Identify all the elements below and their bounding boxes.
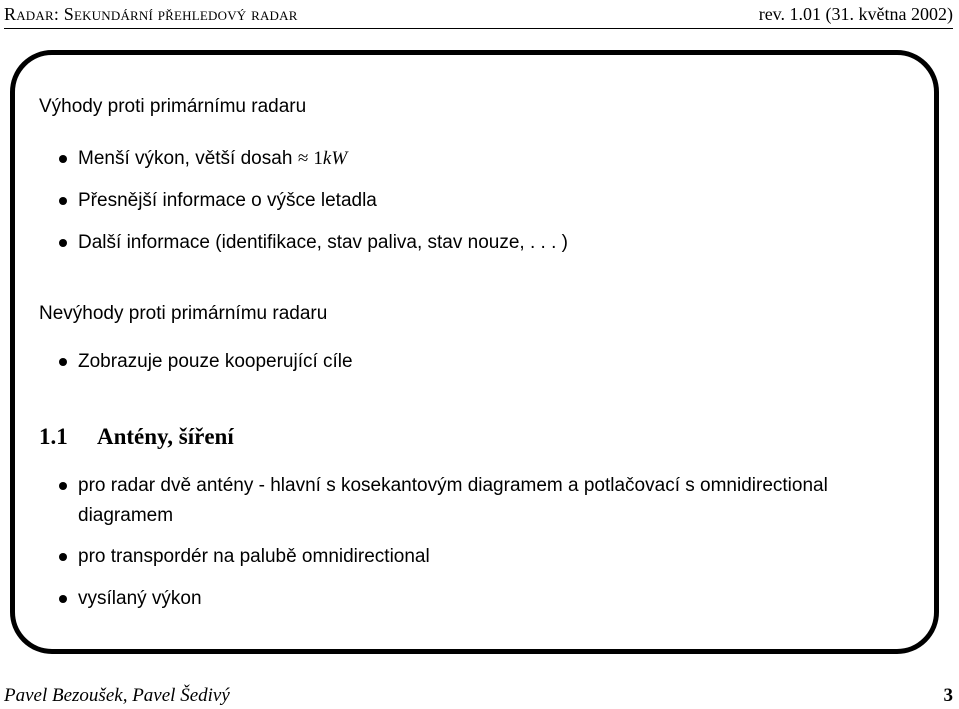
subsection-item-2: pro transpordér na palubě omnidirectional [78, 546, 430, 567]
power-value [313, 148, 347, 169]
bullet-icon [59, 482, 69, 492]
document-title: Radar: Sekundární přehledový radar [4, 4, 298, 24]
subsection-item-3: vysílaný výkon [78, 588, 202, 609]
revision-info: rev. 1.01 (31. května 2002) [758, 4, 953, 24]
running-footer [4, 686, 953, 708]
advantage-item-1 [78, 144, 918, 174]
disadvantage-item-1: Zobrazuje pouze kooperující cíle [78, 351, 353, 372]
disadvantages-title: Nevýhody proti primárnímu radaru [39, 303, 328, 324]
bullet-icon [59, 358, 69, 368]
advantage-item-3: Další informace (identifikace, stav paliva, stav nouze, . . . ) [78, 232, 568, 253]
authors: Pavel Bezoušek, Pavel Šedivý [4, 685, 230, 706]
bullet-icon [59, 155, 69, 165]
running-header [4, 4, 953, 26]
approx-symbol: ≈ [297, 148, 309, 169]
subsection-number: 1.1 [39, 424, 68, 449]
power-number: 1 [313, 148, 323, 169]
bullet-icon [59, 553, 69, 563]
subsection-heading [39, 424, 234, 450]
bullet-icon [59, 595, 69, 605]
power-unit: kW [322, 148, 348, 169]
advantages-title: Výhody proti primárnímu radaru [39, 96, 307, 117]
bullet-icon [59, 197, 69, 207]
advantage-item-2: Přesnější informace o výšce letadla [78, 190, 377, 211]
header-rule [4, 28, 953, 29]
subsection-title: Antény, šíření [97, 424, 234, 449]
advantage-item-1-text: Menší výkon, větší dosah [78, 148, 293, 169]
bullet-icon [59, 239, 69, 249]
page-number: 3 [943, 685, 953, 706]
subsection-item-1: pro radar dvě antény - hlavní s kosekantovým diagramem a potlačovací s omnidirectional diagramem [78, 475, 828, 526]
